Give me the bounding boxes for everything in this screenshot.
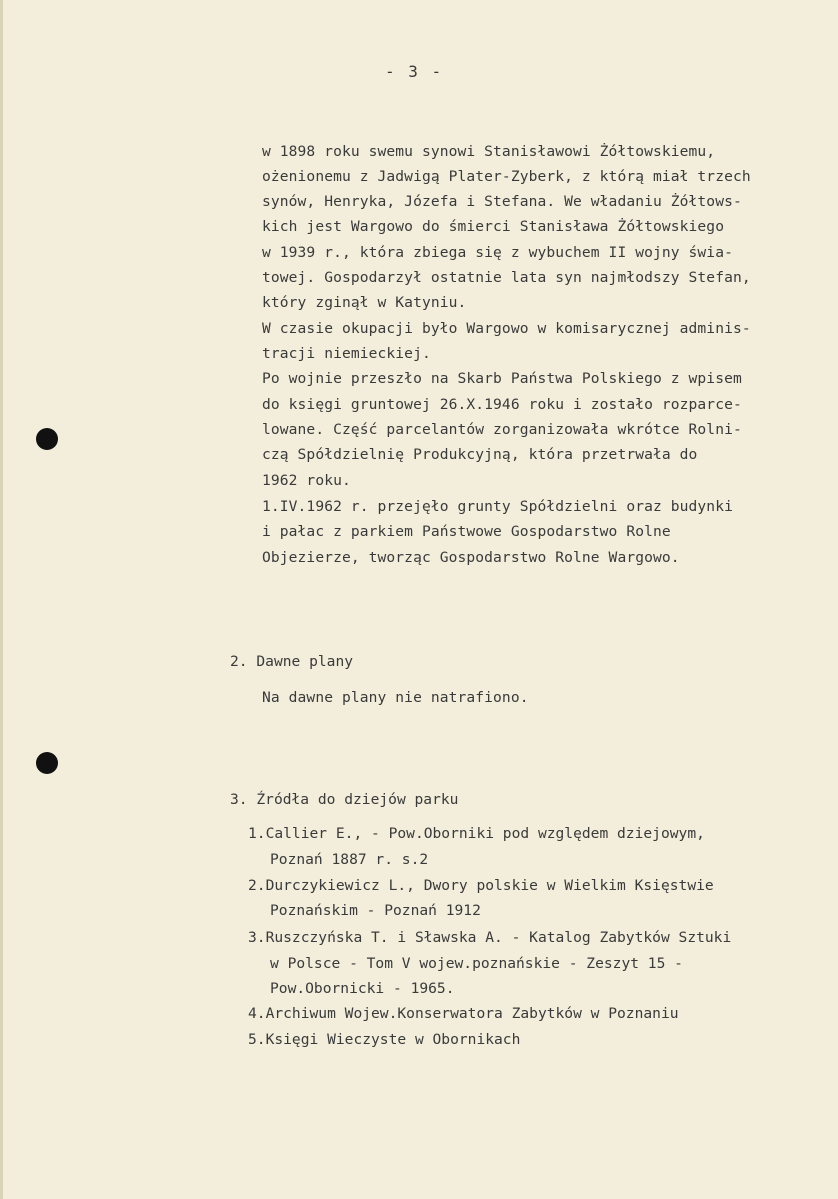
text-line: tracji niemieckiej.: [262, 345, 431, 362]
text-line: lowane. Część parcelantów zorganizowała wkrótce Rolni-: [262, 421, 742, 438]
reference-line: Księgi Wieczyste w Obornikach: [265, 1031, 521, 1048]
text-line: Po wojnie przeszło na Skarb Państwa Polskiego z wpisem: [262, 370, 742, 387]
reference-number: 1.: [248, 825, 266, 842]
reference-item-4: [248, 1004, 679, 1024]
punch-hole-bottom: [36, 752, 58, 774]
reference-number: 2.: [248, 877, 266, 894]
section-2-heading: [230, 652, 353, 672]
text-line: Objezierze, tworząc Gospodarstwo Rolne Wargowo.: [262, 549, 680, 566]
reference-item-1: [248, 824, 705, 844]
reference-number: 5.: [248, 1031, 266, 1048]
punch-hole-top: [36, 428, 58, 450]
section-title: Źródła do dziejów parku: [256, 791, 459, 808]
reference-number: 4.: [248, 1005, 266, 1022]
reference-line: Poznań 1887 r. s.2: [270, 851, 429, 868]
reference-line: Poznańskim - Poznań 1912: [270, 902, 481, 919]
page-number: - 3 -: [385, 62, 444, 81]
reference-line: Pow.Obornicki - 1965.: [270, 980, 455, 997]
text-line: do księgi gruntowej 26.X.1946 roku i zostało rozparce-: [262, 396, 742, 413]
reference-line: Archiwum Wojew.Konserwatora Zabytków w Poznaniu: [265, 1005, 679, 1022]
section-number: 3.: [230, 791, 248, 808]
reference-number: 3.: [248, 929, 266, 946]
reference-line: Callier E., - Pow.Oborniki pod względem dziejowym,: [265, 825, 705, 842]
text-line: i pałac z parkiem Państwowe Gospodarstwo Rolne: [262, 523, 671, 540]
section-3-heading: [230, 790, 458, 810]
reference-item-2: [248, 876, 714, 896]
text-line: ożenionemu z Jadwigą Plater-Zyberk, z którą miał trzech: [262, 168, 751, 185]
text-line: 1962 roku.: [262, 472, 351, 489]
text-line: który zginął w Katyniu.: [262, 294, 467, 311]
reference-line: w Polsce - Tom V wojew.poznańskie - Zeszyt 15 -: [270, 955, 683, 972]
text-line: czą Spółdzielnię Produkcyjną, która przetrwała do: [262, 446, 698, 463]
text-line: kich jest Wargowo do śmierci Stanisława Żółtowskiego: [262, 218, 725, 235]
reference-item-3: [248, 928, 731, 948]
page-edge: [0, 0, 3, 1199]
text-line: w 1898 roku swemu synowi Stanisławowi Żółtowskiemu,: [262, 143, 716, 160]
text-line: synów, Henryka, Józefa i Stefana. We władaniu Żółtows-: [262, 193, 742, 210]
reference-line: Durczykiewicz L., Dwory polskie w Wielkim Księstwie: [265, 877, 714, 894]
text-line: W czasie okupacji było Wargowo w komisarycznej adminis-: [262, 320, 751, 337]
reference-line: Ruszczyńska T. i Sławska A. - Katalog Zabytków Sztuki: [265, 929, 732, 946]
text-line: 1.IV.1962 r. przejęło grunty Spółdzielni oraz budynki: [262, 498, 733, 515]
section-title: Dawne plany: [256, 653, 354, 670]
text-line: w 1939 r., która zbiega się z wybuchem II wojny świa-: [262, 244, 733, 261]
section-2-text: Na dawne plany nie natrafiono.: [262, 689, 529, 706]
text-line: towej. Gospodarzył ostatnie lata syn najmłodszy Stefan,: [262, 269, 751, 286]
section-number: 2.: [230, 653, 248, 670]
reference-item-5: [248, 1030, 520, 1050]
